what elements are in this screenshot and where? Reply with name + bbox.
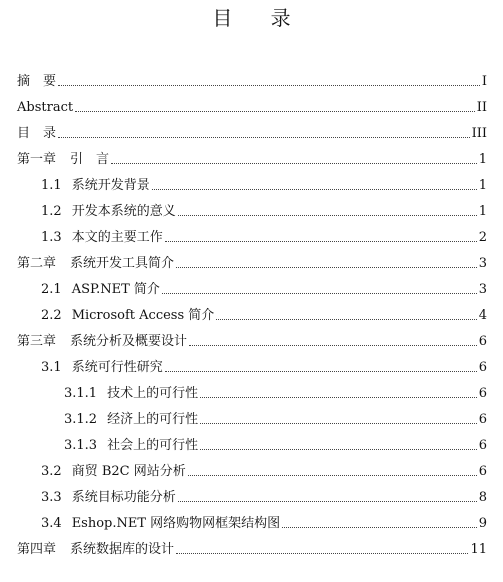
dot-leader (189, 345, 477, 346)
toc-entry-title: 系统开发工具简介 (70, 256, 175, 271)
toc-entry-page: 3 (478, 256, 487, 271)
toc-entry-page: 6 (478, 438, 487, 453)
toc-entry[interactable] (41, 512, 487, 532)
dot-leader (188, 475, 477, 476)
toc-entry[interactable] (41, 304, 487, 324)
toc-entry-page: 6 (478, 412, 487, 427)
toc-entry-number: 第二章 (17, 256, 57, 271)
toc-entry-title: 目 录 (17, 126, 57, 141)
toc-entry-page: 6 (478, 386, 487, 401)
toc-entry-title: Microsoft Access 简介 (71, 308, 215, 323)
toc-entry-number: 3.1 (41, 360, 62, 375)
toc-entry-number: 3.2 (41, 464, 62, 479)
toc-entry-number: 1.2 (41, 204, 62, 219)
toc-entry-page: 9 (478, 516, 487, 531)
toc-entry-page: 6 (478, 360, 487, 375)
toc-entry-page: III (471, 126, 487, 141)
toc-entry-title: Eshop.NET 网络购物网框架结构图 (71, 516, 281, 531)
dot-leader (152, 189, 477, 190)
toc-entry-page: 1 (478, 152, 487, 167)
toc-entry[interactable] (17, 122, 487, 142)
toc-entry[interactable] (41, 200, 487, 220)
toc-entry-label (17, 100, 73, 116)
toc-entry[interactable] (17, 330, 487, 350)
dot-leader (75, 111, 475, 112)
toc-entry-number: 第一章 (17, 152, 57, 167)
toc-entry-title: 商贸 B2C 网站分析 (71, 464, 186, 479)
dot-leader (200, 423, 477, 424)
dot-leader (178, 501, 477, 502)
toc-entry-page: 8 (478, 490, 487, 505)
toc-entry-number: 3.1.1 (64, 386, 98, 401)
toc-entry-number: 3.4 (41, 516, 62, 531)
toc-entry[interactable] (41, 356, 487, 376)
toc-entry-page: 6 (478, 334, 487, 349)
dot-leader (58, 85, 480, 86)
toc-entry-title: 系统开发背景 (71, 178, 150, 193)
toc-entry-number: 2.2 (41, 308, 62, 323)
toc-entry-title: 摘 要 (17, 74, 57, 89)
dot-leader (176, 267, 477, 268)
toc-entry[interactable] (64, 408, 487, 428)
dot-leader (200, 449, 477, 450)
toc-entry[interactable] (17, 538, 487, 558)
toc-entry-label (41, 282, 160, 298)
toc-entry-label (17, 74, 56, 90)
toc-entry-label (64, 438, 198, 454)
toc-entry-page: II (476, 100, 487, 115)
toc-entry-page: 1 (478, 178, 487, 193)
toc-entry-title: ASP.NET 简介 (71, 282, 160, 297)
toc-entry-label (41, 230, 163, 246)
toc-entry-title: 系统可行性研究 (71, 360, 163, 375)
dot-leader (58, 137, 470, 138)
dot-leader (165, 241, 477, 242)
toc-entry-label (41, 516, 280, 532)
toc-entry-label (64, 386, 198, 402)
toc-entry-number: 1.3 (41, 230, 62, 245)
toc-entry[interactable] (41, 226, 487, 246)
toc-entry-label (41, 178, 150, 194)
dot-leader (162, 293, 477, 294)
toc-entry-label (41, 308, 214, 324)
dot-leader (282, 527, 477, 528)
toc-entry[interactable] (41, 174, 487, 194)
toc-entry-title: 系统目标功能分析 (71, 490, 176, 505)
toc-entry[interactable] (64, 434, 487, 454)
toc-entry-label (17, 152, 109, 168)
dot-leader (216, 319, 476, 320)
toc-entry-title: 经济上的可行性 (107, 412, 199, 427)
toc-entry[interactable] (17, 96, 487, 116)
dot-leader (165, 371, 477, 372)
toc-entry-page: 11 (470, 542, 487, 557)
toc-entry[interactable] (17, 70, 487, 90)
toc-entry-number: 2.1 (41, 282, 62, 297)
toc-entry-page: 4 (478, 308, 487, 323)
toc-entry[interactable] (41, 460, 487, 480)
toc-entry[interactable] (17, 148, 487, 168)
toc-entry-title: 开发本系统的意义 (71, 204, 176, 219)
toc-entry-number: 1.1 (41, 178, 62, 193)
toc-entry-label (64, 412, 198, 428)
toc-entry-title: 社会上的可行性 (107, 438, 199, 453)
toc-entry-title: 技术上的可行性 (107, 386, 199, 401)
toc-entry-number: 3.3 (41, 490, 62, 505)
toc-entry-title: 本文的主要工作 (71, 230, 163, 245)
toc-entry-label (41, 204, 176, 220)
toc-entry-page: 1 (478, 204, 487, 219)
toc-entry[interactable] (17, 252, 487, 272)
toc-entry-number: 3.1.2 (64, 412, 98, 427)
toc-entry-label (41, 464, 186, 480)
toc-entry-title: 系统分析及概要设计 (70, 334, 188, 349)
toc-entry-title: 引 言 (70, 152, 110, 167)
toc-entry-label (17, 334, 187, 350)
toc-entry-page: I (481, 74, 487, 89)
toc-entry[interactable] (41, 278, 487, 298)
dot-leader (178, 215, 477, 216)
toc-entry-page: 2 (478, 230, 487, 245)
toc-entry[interactable] (41, 486, 487, 506)
toc-entry-label (17, 542, 174, 558)
page-title: 目 录 (212, 6, 307, 30)
toc-entry-page: 3 (478, 282, 487, 297)
toc-entry-number: 第四章 (17, 542, 57, 557)
toc-entry-title: 系统数据库的设计 (70, 542, 175, 557)
dot-leader (200, 397, 477, 398)
toc-entry-number: 3.1.3 (64, 438, 98, 453)
dot-leader (111, 163, 477, 164)
toc-entry-number: 第三章 (17, 334, 57, 349)
toc-entry-label (41, 490, 176, 506)
toc-entry-label (17, 256, 174, 272)
toc-entry-label (41, 360, 163, 376)
toc-entry-title: Abstract (17, 100, 74, 115)
toc-entry-page: 6 (478, 464, 487, 479)
toc-entry[interactable] (64, 382, 487, 402)
toc-entry-label (17, 126, 56, 142)
dot-leader (176, 553, 468, 554)
